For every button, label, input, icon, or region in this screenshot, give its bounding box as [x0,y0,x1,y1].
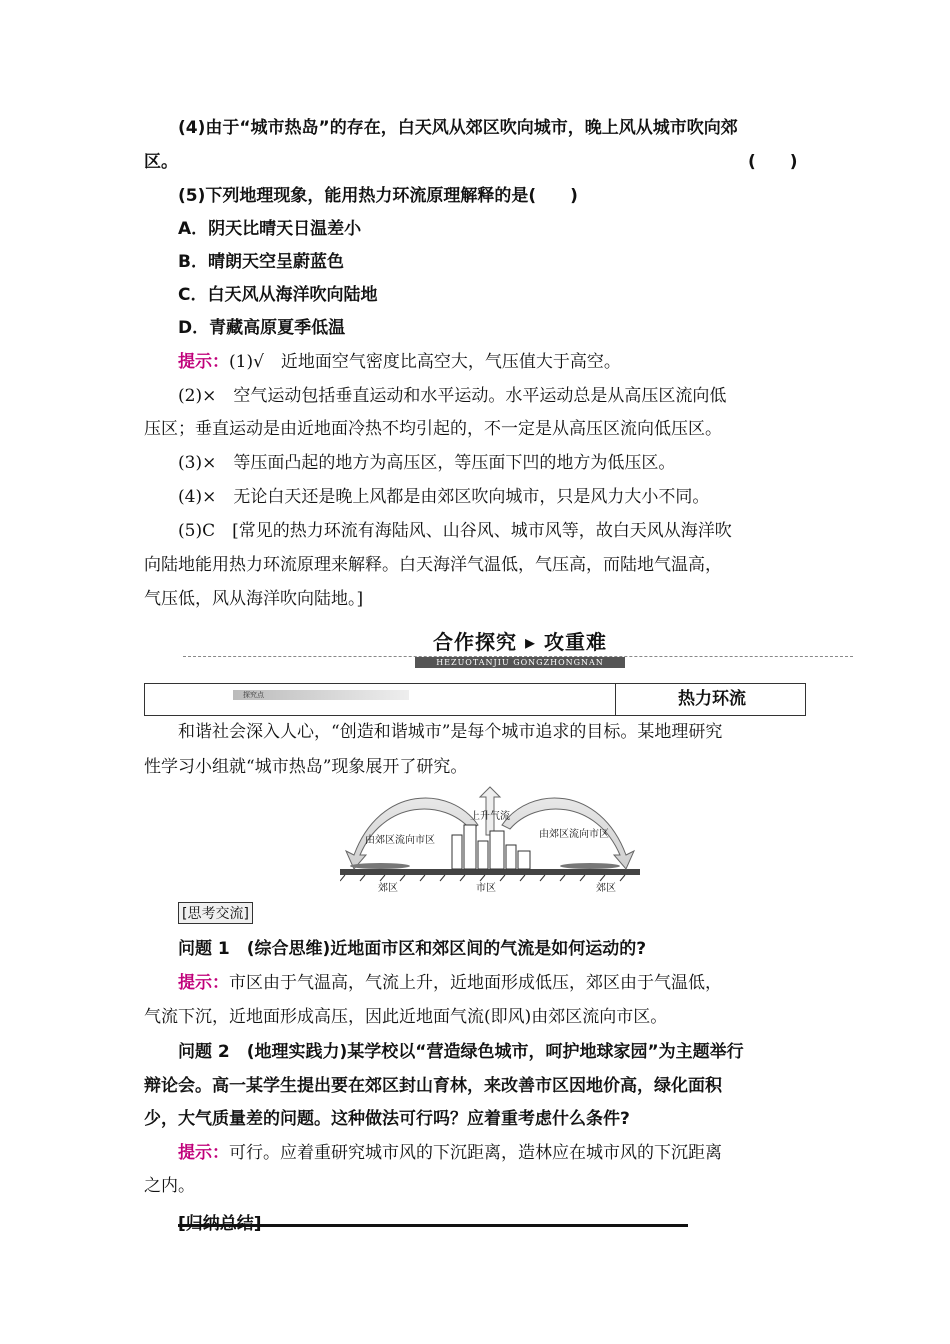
answer-3: (3)× 等压面凸起的地方为高压区，等压面下凹的地方为低压区。 [178,453,676,473]
q2-hint-text: 可行。应着重研究城市风的下沉距离，造林应在城市风的下沉距离 [229,1143,722,1163]
question-2-line1: 问题 2 (地理实践力)某学校以“营造绿色城市，呵护地球家园”为主题举行 [178,1042,744,1062]
answer-5-line2: 向陆地能用热力环流原理来解释。白天海洋气温低，气压高，而陆地气温高， [144,555,722,575]
rise-label: 上升气流 [470,811,510,822]
question-2-line3: 少，大气质量差的问题。这种做法可行吗？应着重考虑什么条件? [144,1109,630,1129]
question-1-hint-line1 [178,971,950,995]
hint-label: 提示： [178,973,229,993]
q4-line2: 区。 [144,152,178,172]
question-2-hint-line2: 之内。 [144,1176,195,1196]
answer-1-text: (1)√ 近地面空气密度比高空大，气压值大于高空。 [229,352,621,372]
think-discuss-label: 思考交流 [187,906,244,922]
answer-5-line3: 气压低，风从海洋吹向陆地。] [144,589,364,609]
suburb-label-left: 郊区 [378,883,398,893]
section-banner [415,626,625,667]
summary-underline [178,1224,688,1227]
city-label: 市区 [476,883,496,893]
question-2-hint-line1 [178,1141,950,1165]
question-1: 问题 1 (综合思维)近地面市区和郊区间的气流是如何运动的? [178,939,647,959]
q4-answer-paren: ( ) [748,152,798,172]
q5-option-b: B．晴朗天空呈蔚蓝色 [178,252,344,272]
answer-2-line2: 压区；垂直运动是由近地面冷热不均引起的，不一定是从高压区流向低压区。 [144,419,722,439]
right-flow-label: 由郊区流向市区 [539,829,609,840]
answer-5-line1: (5)C [常见的热力环流有海陆风、山谷风、城市风等，故白天风从海洋吹 [178,521,732,541]
q5-option-d: D．青藏高原夏季低温 [178,318,346,338]
q5-stem: (5)下列地理现象，能用热力环流原理解释的是( ) [178,186,578,206]
answer-4: (4)× 无论白天还是晚上风都是由郊区吹向城市，只是风力大小不同。 [178,487,710,507]
question-1-hint-line2: 气流下沉，近地面形成高压，因此近地面气流(即风)由郊区流向市区。 [144,1007,668,1027]
explore-topic: 热力环流 [615,684,808,715]
hint-label: 提示： [178,352,229,372]
q1-hint-text: 市区由于气温高，气流上升，近地面形成低压，郊区由于气温低， [229,973,722,993]
left-flow-label: 由郊区流向市区 [365,835,435,846]
intro-line1: 和谐社会深入人心，“创造和谐城市”是每个城市追求的目标。某地理研究 [178,722,723,742]
q4-line1: (4)由于“城市热岛”的存在，白天风从郊区吹向城市，晚上风从城市吹向郊 [178,118,738,138]
ground-hatching [340,875,625,881]
answer-1 [178,350,950,374]
city-buildings [452,825,530,869]
section-banner-subtitle: HEZUOTANJIU GONGZHONGNAN [415,657,625,668]
summary-heading [178,1209,262,1234]
intro-line2: 性学习小组就“城市热岛”现象展开了研究。 [144,757,468,777]
heat-island-diagram [340,785,640,893]
q5-option-a: A．阴天比晴天日温差小 [178,219,362,239]
suburb-label-right: 郊区 [596,883,616,893]
think-discuss-tag: [思考交流] [178,902,253,924]
explore-point-tag: 探究点 [233,690,409,700]
hint-label: 提示： [178,1143,229,1163]
ground-strip [340,869,640,875]
answer-2-line1: (2)× 空气运动包括垂直运动和水平运动。水平运动总是从高压区流向低 [178,386,727,406]
question-2-line2: 辩论会。高一某学生提出要在郊区封山育林，来改善市区因地价高，绿化面积 [144,1076,722,1096]
section-banner-title: 合作探究 ▸ 攻重难 [433,630,607,654]
explore-point-box [144,683,806,716]
q5-option-c: C．白天风从海洋吹向陆地 [178,285,378,305]
